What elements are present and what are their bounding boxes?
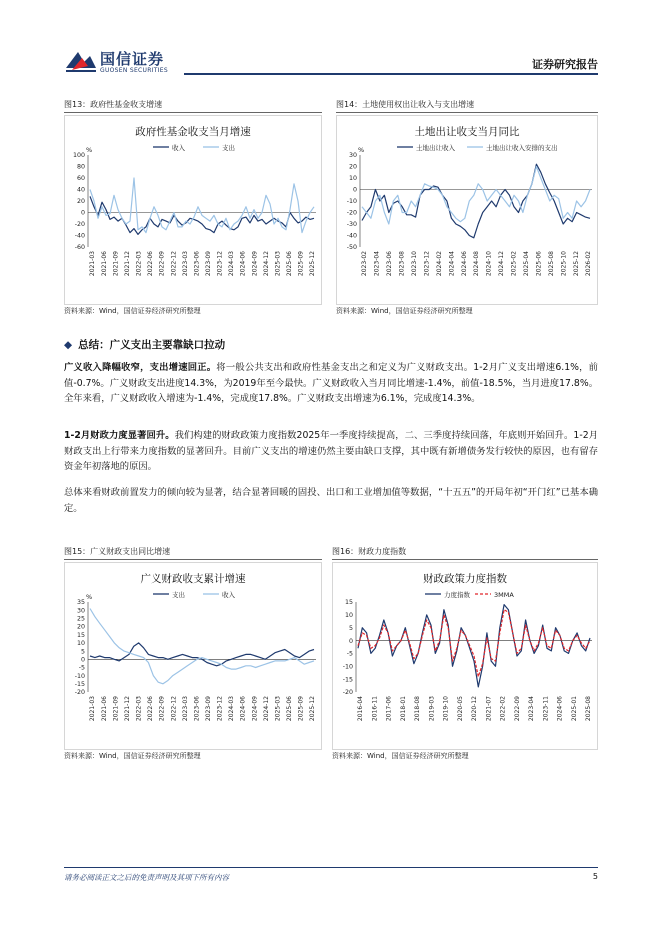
y-tick-label: -40 <box>74 232 85 240</box>
fig16-source: 资料来源：Wind，国信证券经济研究所整理 <box>332 752 469 760</box>
y-tick-label: 30 <box>348 152 357 160</box>
fig13-label: 图13：政府性基金收支增速 <box>64 100 163 109</box>
y-tick-label: -20 <box>74 221 85 229</box>
y-tick-label: 0 <box>80 656 85 664</box>
y-tick-label: 30 <box>76 607 85 615</box>
y-tick-label: -60 <box>74 244 85 252</box>
y-tick-label: 60 <box>76 175 85 183</box>
x-tick-label: 2024-06 <box>460 251 468 277</box>
y-unit-label: % <box>86 146 93 154</box>
x-tick-label: 2023-03 <box>181 696 189 722</box>
x-tick-label: 2025-03 <box>274 696 282 722</box>
y-tick-label: 20 <box>76 198 85 206</box>
x-tick-label: 2022-06 <box>147 251 155 277</box>
x-tick-label: 2017-06 <box>385 696 393 722</box>
fig14-label: 图14：土地使用权出让收入与支出增速 <box>336 100 475 109</box>
x-tick-label: 2025-12 <box>309 251 317 277</box>
y-tick-label: 100 <box>72 152 85 160</box>
fig13-rule <box>64 112 322 113</box>
y-tick-label: -5 <box>78 664 85 672</box>
y-unit-label: % <box>358 146 365 154</box>
y-tick-label: 0 <box>348 637 353 645</box>
y-tick-label: 0 <box>80 209 85 217</box>
y-tick-label: 15 <box>344 599 353 607</box>
fig15-chart <box>64 562 322 750</box>
chart-title: 财政政策力度指数 <box>423 573 507 585</box>
paragraph-3-body: 总体来看财政前置发力的倾向较为显著，结合显著回暖的固投、出口和工业增加值等数据，“十五五”的开局年初“开门红”已基本确定。 <box>64 487 598 514</box>
x-tick-label: 2025-01 <box>570 696 578 722</box>
y-tick-label: 25 <box>76 615 85 623</box>
fig15-source: 资料来源：Wind，国信证券经济研究所整理 <box>64 752 201 760</box>
x-tick-label: 2023-06 <box>193 251 201 277</box>
x-tick-label: 2023-10 <box>410 251 418 277</box>
x-tick-label: 2022-12 <box>170 696 178 722</box>
guosen-logo-icon <box>64 46 98 76</box>
y-tick-label: -20 <box>346 209 357 217</box>
legend-label: 支出 <box>172 591 185 599</box>
y-tick-label: -50 <box>346 244 357 252</box>
x-tick-label: 2024-09 <box>251 251 259 277</box>
x-tick-label: 2022-03 <box>135 696 143 722</box>
y-tick-label: -30 <box>346 221 357 229</box>
y-tick-label: 20 <box>76 623 85 631</box>
x-tick-label: 2023-03 <box>181 251 189 277</box>
x-tick-label: 2024-06 <box>239 696 247 722</box>
fig16-chart <box>332 562 598 750</box>
x-tick-label: 2024-12 <box>262 696 270 722</box>
x-tick-label: 2024-10 <box>485 251 493 277</box>
x-tick-label: 2025-08 <box>585 696 593 722</box>
legend-label: 力度指数 <box>444 591 470 599</box>
x-tick-label: 2023-02 <box>361 251 369 277</box>
header-rule <box>184 73 598 75</box>
fig16-rule <box>332 559 598 560</box>
x-tick-label: 2025-04 <box>522 251 530 277</box>
x-tick-label: 2021-06 <box>100 251 108 277</box>
x-tick-label: 2024-03 <box>228 251 236 277</box>
x-tick-label: 2021-12 <box>123 251 131 277</box>
x-tick-label: 2024-06 <box>556 696 564 722</box>
x-tick-label: 2022-09 <box>158 251 166 277</box>
fig14-source: 资料来源：Wind，国信证券经济研究所整理 <box>336 307 473 315</box>
footer-rule <box>64 867 598 868</box>
x-tick-label: 2020-05 <box>456 696 464 722</box>
x-tick-label: 2016-11 <box>371 696 379 722</box>
x-tick-label: 2023-04 <box>528 696 536 722</box>
x-tick-label: 2024-09 <box>251 696 259 722</box>
legend-label: 3MMA <box>494 591 514 599</box>
y-tick-label: 35 <box>76 599 85 607</box>
fig14-chart <box>336 115 598 305</box>
x-tick-label: 2023-06 <box>193 696 201 722</box>
section-title: 总结：广义支出主要靠缺口拉动 <box>78 339 226 351</box>
x-tick-label: 2024-04 <box>448 251 456 277</box>
x-tick-label: 2025-03 <box>274 251 282 277</box>
x-tick-label: 2025-09 <box>297 250 305 277</box>
x-tick-label: 2025-09 <box>297 696 305 722</box>
company-logo <box>64 46 182 78</box>
paragraph-1-body: 将一般公共支出和政府性基金支出之和定义为广义财政支出。1-2月广义支出增速6.1%，前值-0.7%。广义财政支出进度14.3%，为2019年至今最快。广义财政收入当月同比增速-1.4%，前值-18.5%，当月进度17.8%。全年来看，广义财政收入增速为-1.4%，完成度17.8%。广义财政支出增速为6.1%，完成度14.3%。 <box>64 362 598 404</box>
footer-disclaimer: 请务必阅读正文之后的免责声明及其项下所有内容 <box>64 873 229 882</box>
x-tick-label: 2018-08 <box>414 696 422 722</box>
paragraph-2-body: 我们构建的财政政策力度指数2025年一季度持续提高，二、三季度持续回落，年底则开始回升。1-2月财政支出上行带来力度指数的显著回升。目前广义支出的增速仍然主要由缺口支撑，其中既有新增债务发行较快的原因，也有留存资金年初落地的原因。 <box>64 430 598 472</box>
x-tick-label: 2019-10 <box>442 696 450 722</box>
y-tick-label: 40 <box>76 186 85 194</box>
x-tick-label: 2021-09 <box>112 251 120 277</box>
x-tick-label: 2021-09 <box>112 696 120 722</box>
x-tick-label: 2025-12 <box>309 696 317 722</box>
x-tick-label: 2023-04 <box>373 251 381 277</box>
chart-title: 土地出让收支当月同比 <box>414 126 520 138</box>
paragraph-2-lead: 1-2月财政力度显著回升。 <box>64 430 175 441</box>
x-tick-label: 2022-03 <box>135 251 143 277</box>
x-tick-label: 2021-03 <box>89 251 97 277</box>
y-tick-label: -15 <box>74 681 85 689</box>
x-tick-label: 2024-06 <box>239 251 247 277</box>
x-tick-label: 2023-06 <box>386 251 394 277</box>
y-tick-label: 0 <box>352 186 357 194</box>
y-tick-label: 10 <box>76 640 85 648</box>
legend-label: 土地出让收入 <box>416 144 455 152</box>
fig13-source: 资料来源：Wind，国信证券经济研究所整理 <box>64 307 201 315</box>
fig13-chart <box>64 115 322 305</box>
x-tick-label: 2025-10 <box>560 251 568 277</box>
x-tick-label: 2021-06 <box>100 696 108 722</box>
report-type: 证券研究报告 <box>532 58 598 71</box>
x-tick-label: 2025-06 <box>286 696 294 722</box>
y-unit-label: % <box>86 593 93 601</box>
x-tick-label: 2026-02 <box>585 251 593 277</box>
x-tick-label: 2020-12 <box>471 696 479 722</box>
x-tick-label: 2023-12 <box>423 251 431 277</box>
y-tick-label: -20 <box>342 689 353 697</box>
y-tick-label: 5 <box>348 624 353 632</box>
paragraph-2 <box>64 428 598 475</box>
section-heading <box>64 337 225 352</box>
x-tick-label: 2025-06 <box>535 251 543 277</box>
y-tick-label: -40 <box>346 232 357 240</box>
fig15-rule <box>64 559 322 560</box>
diamond-bullet-icon: ◆ <box>64 339 73 351</box>
x-tick-label: 2023-09 <box>204 696 212 722</box>
fig15-label: 图15：广义财政支出同比增速 <box>64 547 171 556</box>
x-tick-label: 2016-04 <box>357 696 365 722</box>
x-tick-label: 2022-12 <box>170 251 178 277</box>
chart-title: 广义财政收支累计增速 <box>140 573 246 585</box>
y-tick-label: -20 <box>74 689 85 697</box>
x-tick-label: 2023-11 <box>542 696 550 722</box>
fig14-rule <box>336 112 598 113</box>
x-tick-label: 2019-03 <box>428 696 436 722</box>
x-tick-label: 2025-12 <box>572 251 580 277</box>
x-tick-label: 2022-09 <box>158 696 166 722</box>
x-tick-label: 2024-03 <box>228 696 236 722</box>
y-tick-label: 10 <box>344 612 353 620</box>
x-tick-label: 2022-06 <box>147 696 155 722</box>
paragraph-1-lead: 广义收入降幅收窄，支出增速回正。 <box>64 362 217 373</box>
y-tick-label: 5 <box>80 648 85 656</box>
y-tick-label: -10 <box>74 672 85 680</box>
y-tick-label: -10 <box>342 663 353 671</box>
x-tick-label: 2022-02 <box>499 696 507 722</box>
x-tick-label: 2018-01 <box>399 696 407 722</box>
logo-name-cn: 国信证券 <box>100 50 165 68</box>
x-tick-label: 2025-08 <box>547 251 555 277</box>
y-tick-label: -10 <box>346 198 357 206</box>
page-number: 5 <box>592 872 598 881</box>
x-tick-label: 2023-09 <box>204 251 212 277</box>
y-tick-label: 20 <box>348 163 357 171</box>
x-tick-label: 2023-12 <box>216 696 224 722</box>
legend-label: 收入 <box>222 591 235 599</box>
y-tick-label: -15 <box>342 676 353 684</box>
y-tick-label: -5 <box>346 650 353 658</box>
legend-label: 支出 <box>222 144 235 152</box>
legend-label: 土地出让收入安排的支出 <box>486 144 558 152</box>
x-tick-label: 2021-07 <box>485 696 493 722</box>
x-tick-label: 2025-02 <box>510 251 518 277</box>
x-tick-label: 2024-08 <box>473 251 481 277</box>
paragraph-3 <box>64 485 598 516</box>
logo-name-en: GUOSEN SECURITIES <box>100 67 169 74</box>
y-tick-label: 15 <box>76 631 85 639</box>
x-tick-label: 2021-12 <box>123 696 131 722</box>
chart-title: 政府性基金收支当月增速 <box>135 126 251 138</box>
x-tick-label: 2023-08 <box>398 251 406 277</box>
y-tick-label: 80 <box>76 163 85 171</box>
x-tick-label: 2024-12 <box>262 251 270 277</box>
y-tick-label: 10 <box>348 175 357 183</box>
fig16-label: 图16：财政力度指数 <box>332 547 407 556</box>
x-tick-label: 2025-06 <box>286 251 294 277</box>
legend-label: 收入 <box>172 144 185 152</box>
x-tick-label: 2021-03 <box>89 696 97 722</box>
x-tick-label: 2022-09 <box>513 696 521 722</box>
x-tick-label: 2023-12 <box>216 251 224 277</box>
x-tick-label: 2024-02 <box>435 251 443 277</box>
x-tick-label: 2024-12 <box>498 251 506 277</box>
paragraph-1 <box>64 360 598 407</box>
